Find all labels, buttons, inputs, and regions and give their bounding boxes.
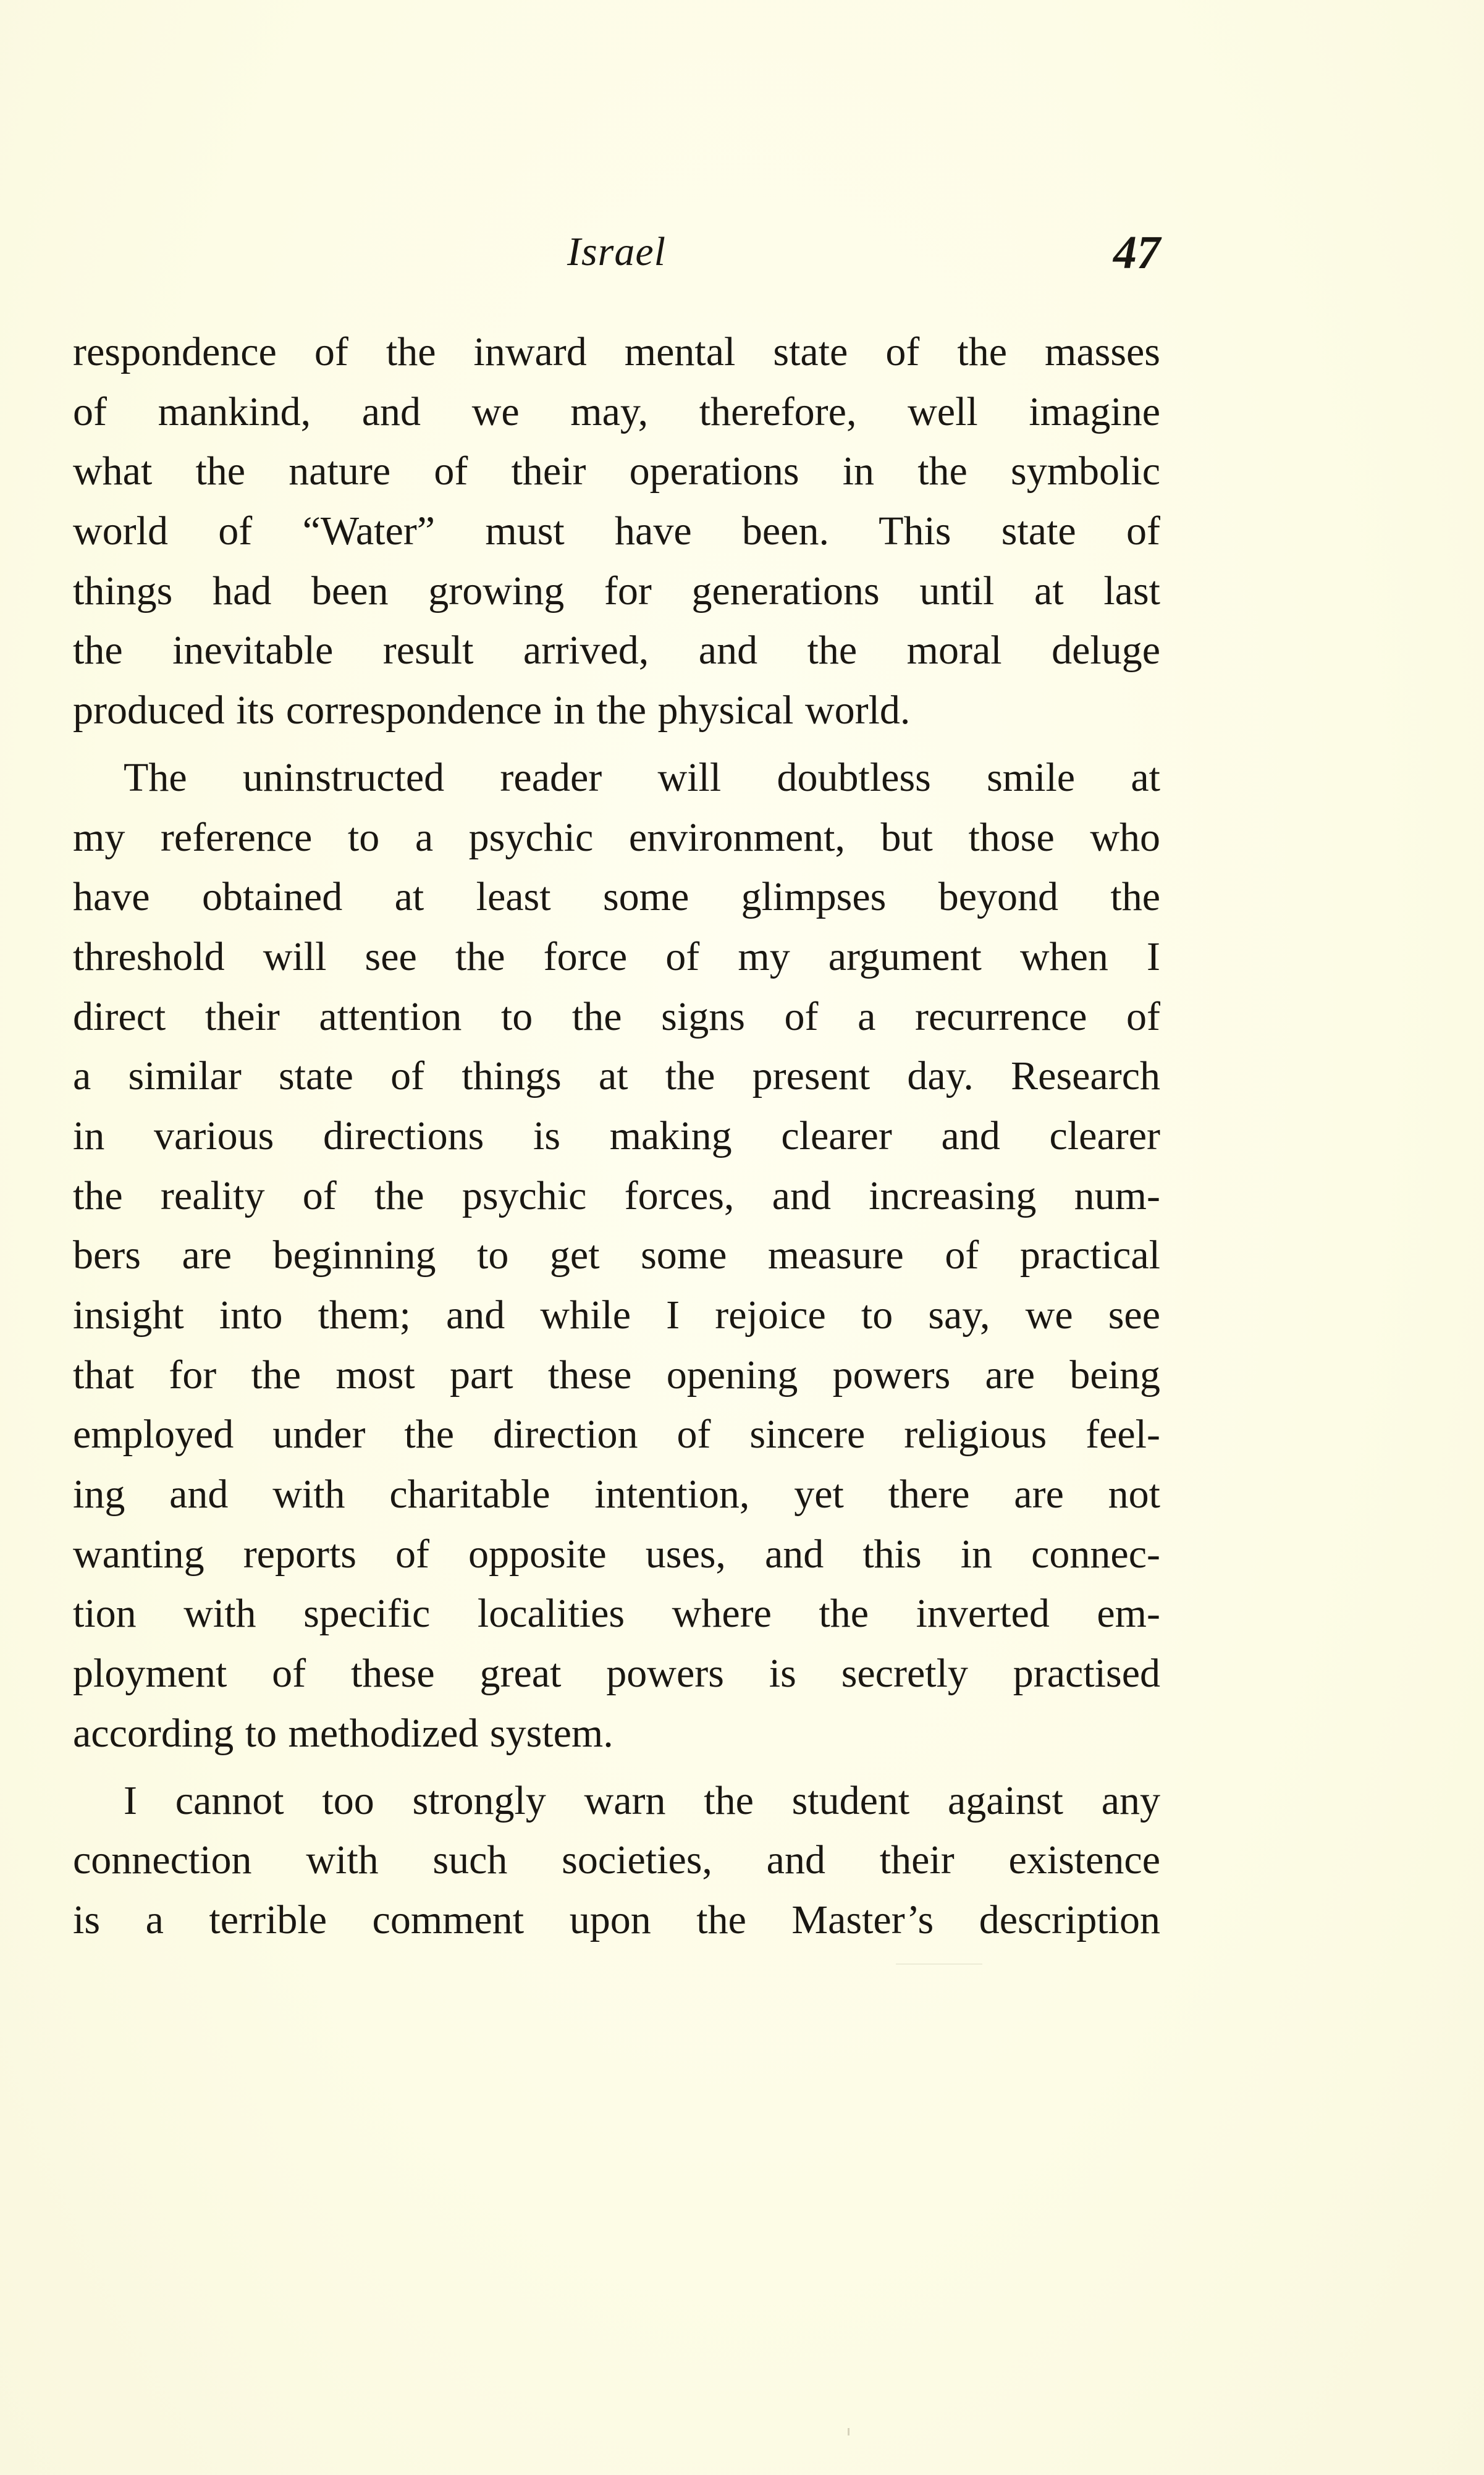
text-line: things had been growing for generations until at last <box>73 568 1160 613</box>
text-line: insight into them; and while I rejoice to say, we see <box>73 1292 1160 1338</box>
running-head <box>73 229 1160 297</box>
page-number: 47 <box>1113 227 1160 279</box>
text-line: my reference to a psychic environment, but those who <box>73 814 1160 860</box>
text-line: tion with specific localities where the inverted em- <box>73 1591 1160 1637</box>
text-line: employed under the direction of sincere religious feel- <box>73 1412 1160 1457</box>
text-line: direct their attention to the signs of a recurrence of <box>73 993 1160 1039</box>
text-line: according to methodized system. <box>73 1710 613 1756</box>
text-line: of mankind, and we may, therefore, well imagine <box>73 389 1160 434</box>
text-line: I cannot too strongly warn the student against any <box>124 1777 1160 1823</box>
text-line: what the nature of their operations in the symbolic <box>73 449 1160 494</box>
text-line: ployment of these great powers is secretly practised <box>73 1651 1160 1697</box>
paragraph-2 <box>73 748 1160 1764</box>
body-text <box>73 323 1160 1950</box>
paragraph-1 <box>73 323 1160 741</box>
text-line: is a terrible comment upon the Master’s description <box>73 1897 1160 1942</box>
text-line: in various directions is making clearer and clearer <box>73 1113 1160 1158</box>
text-line: ing and with charitable intention, yet there are not <box>73 1472 1160 1517</box>
paper-speck <box>896 1963 982 1965</box>
paragraph-3 <box>73 1771 1160 1950</box>
text-line: The uninstructed reader will doubtless smile at <box>124 754 1160 800</box>
text-line: the reality of the psychic forces, and increasing num- <box>73 1173 1160 1218</box>
text-line: wanting reports of opposite uses, and this in connec- <box>73 1531 1160 1577</box>
paper-speck <box>848 2428 850 2435</box>
text-line: world of “Water” must have been. This state of <box>73 508 1160 554</box>
text-line: produced its correspondence in the physical world. <box>73 688 911 733</box>
text-line: connection with such societies, and their existence <box>73 1837 1160 1883</box>
text-line: that for the most part these opening powers are being <box>73 1352 1160 1398</box>
text-line: have obtained at least some glimpses beyond the <box>73 874 1160 920</box>
text-line: a similar state of things at the present day. Research <box>73 1053 1160 1099</box>
text-line: bers are beginning to get some measure of practical <box>73 1233 1160 1278</box>
text-line: threshold will see the force of my argument when I <box>73 934 1160 979</box>
text-line: respondence of the inward mental state of the masses <box>73 329 1160 374</box>
running-title: Israel <box>567 229 666 274</box>
text-line: the inevitable result arrived, and the moral deluge <box>73 628 1160 673</box>
